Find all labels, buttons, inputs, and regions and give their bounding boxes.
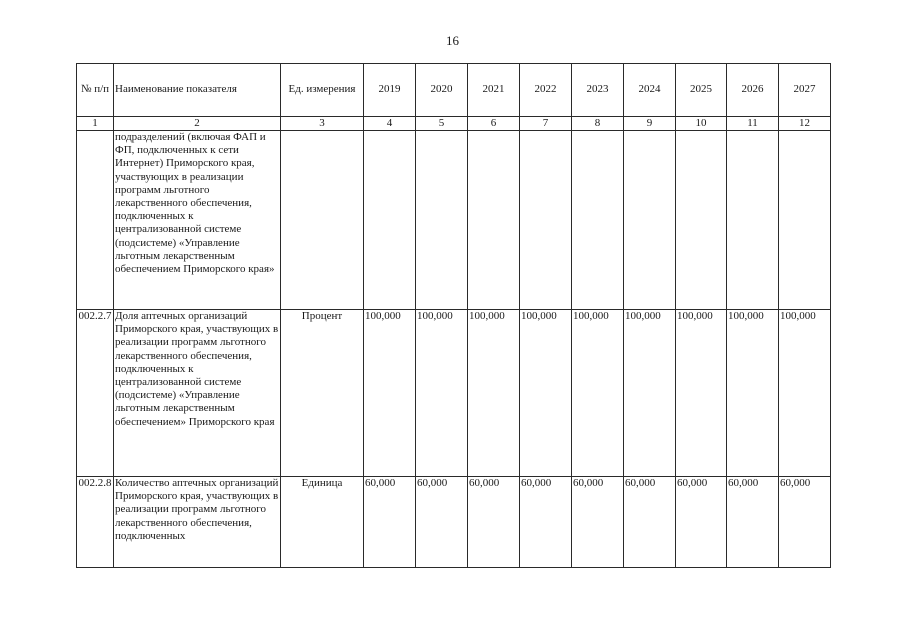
column-number-row: [77, 117, 831, 131]
row-value-2023: 100,000: [572, 310, 624, 477]
row-value-2026: 60,000: [727, 477, 779, 568]
row-code: 002.2.7: [77, 310, 114, 477]
row-value-2021: 100,000: [468, 310, 520, 477]
row-value-2022: 60,000: [520, 477, 572, 568]
header-row: [77, 64, 831, 117]
header-cell-indicator-name: Наименование показателя: [114, 64, 281, 117]
table-row: [77, 131, 831, 310]
row-value-2027: [779, 131, 831, 310]
column-number-cell: 3: [281, 117, 364, 131]
row-unit: Процент: [281, 310, 364, 477]
column-number-cell: 6: [468, 117, 520, 131]
row-value-2026: 100,000: [727, 310, 779, 477]
header-cell-year: 2022: [520, 64, 572, 117]
row-value-2019: [364, 131, 416, 310]
row-value-2024: 60,000: [624, 477, 676, 568]
column-number-cell: 5: [416, 117, 468, 131]
row-value-2022: [520, 131, 572, 310]
column-number-cell: 12: [779, 117, 831, 131]
row-indicator-name: подразделений (включая ФАП и ФП, подключенных к сети Интернет) Приморского края, участвующих в реализации программ льготного лекарственного обеспечения, подключенных к централизованной системе (подсистеме) «Управление льготным лекарственным обеспечением Приморского края»: [114, 131, 281, 310]
column-number-cell: 10: [676, 117, 727, 131]
row-value-2027: 100,000: [779, 310, 831, 477]
row-value-2024: 100,000: [624, 310, 676, 477]
row-code: [77, 131, 114, 310]
row-value-2023: [572, 131, 624, 310]
header-cell-unit: Ед. измерения: [281, 64, 364, 117]
header-cell-year: 2023: [572, 64, 624, 117]
column-number-cell: 2: [114, 117, 281, 131]
row-value-2025: 60,000: [676, 477, 727, 568]
column-number-cell: 11: [727, 117, 779, 131]
row-code: 002.2.8: [77, 477, 114, 568]
table-row: [77, 310, 831, 477]
row-value-2026: [727, 131, 779, 310]
row-value-2022: 100,000: [520, 310, 572, 477]
row-value-2021: [468, 131, 520, 310]
row-value-2020: [416, 131, 468, 310]
row-value-2023: 60,000: [572, 477, 624, 568]
table-row: [77, 477, 831, 568]
header-cell-year: 2020: [416, 64, 468, 117]
row-value-2019: 60,000: [364, 477, 416, 568]
row-value-2019: 100,000: [364, 310, 416, 477]
column-number-cell: 8: [572, 117, 624, 131]
row-indicator-name: Доля аптечных организаций Приморского края, участвующих в реализации программ льготного лекарственного обеспечения, подключенных к централизованной системе (подсистеме) «Управление льготным лекарственным обеспечением» Приморского края: [114, 310, 281, 477]
header-cell-number: № п/п: [77, 64, 114, 117]
row-value-2027: 60,000: [779, 477, 831, 568]
row-unit: [281, 131, 364, 310]
header-cell-year: 2024: [624, 64, 676, 117]
header-cell-year: 2021: [468, 64, 520, 117]
indicators-table: [76, 63, 831, 568]
column-number-cell: 7: [520, 117, 572, 131]
header-cell-year: 2026: [727, 64, 779, 117]
row-value-2021: 60,000: [468, 477, 520, 568]
header-cell-year: 2027: [779, 64, 831, 117]
row-unit: Единица: [281, 477, 364, 568]
row-value-2025: 100,000: [676, 310, 727, 477]
column-number-cell: 1: [77, 117, 114, 131]
page-number: 16: [446, 33, 459, 48]
row-value-2020: 60,000: [416, 477, 468, 568]
header-cell-year: 2025: [676, 64, 727, 117]
row-value-2024: [624, 131, 676, 310]
column-number-cell: 9: [624, 117, 676, 131]
column-number-cell: 4: [364, 117, 416, 131]
row-value-2025: [676, 131, 727, 310]
row-value-2020: 100,000: [416, 310, 468, 477]
header-cell-year: 2019: [364, 64, 416, 117]
row-indicator-name: Количество аптечных организаций Приморского края, участвующих в реализации программ льготного лекарственного обеспечения, подключенных: [114, 477, 281, 568]
